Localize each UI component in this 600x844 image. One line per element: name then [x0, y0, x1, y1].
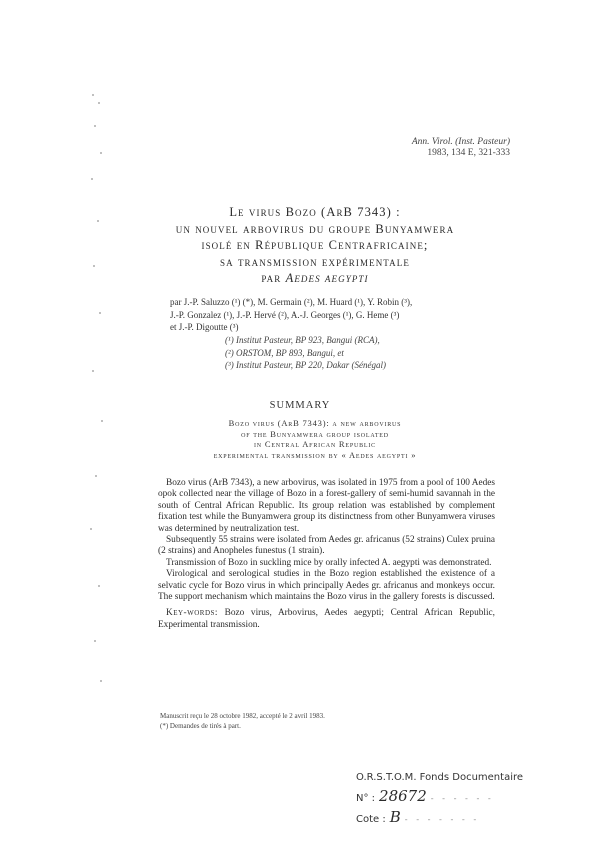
stamp-cote-label: Cote : [356, 814, 386, 825]
stamp-number-row [356, 787, 536, 808]
stamp-number-value: 28672 [379, 787, 427, 805]
archive-stamp [356, 768, 536, 829]
footnote-received: Manuscrit reçu le 28 octobre 1982, accepté le 2 avril 1983. [160, 712, 325, 720]
article-title [140, 204, 490, 287]
summary-subtitle-line: in Central African Republic [254, 439, 376, 449]
author-line: et J.-P. Digoutte (³) [170, 322, 239, 332]
title-prefix: par [261, 271, 282, 285]
stamp-dashes: - - - - - - [430, 794, 494, 803]
summary-paragraph: Bozo virus (ArB 7343), a new arbovirus, was isolated in 1975 from a pool of 100 Aedes opok collected near the village of Bozo in a forest-gallery of semi-humid savannah in the south of Central African Republic. Its group relation was established by complement fixation test while the Bunyamwera group its distinctness from other Bunyamwera viruses was determined by neutralization test. [158, 478, 495, 534]
stamp-org: O.R.S.T.O.M. Fonds Documentaire [356, 772, 524, 783]
summary-subtitle-line: Bozo virus (ArB 7343): a new arbovirus [228, 418, 402, 428]
citation-journal: Ann. Virol. (Inst. Pasteur) [411, 137, 510, 147]
stamp-dashes: - - - - - - - [404, 815, 480, 824]
summary-paragraph: Virological and serological studies in the Bozo region established the existence of a selvatic cycle for Bozo virus in which principally Aedes gr. africanus and monkeys occur. The support mechanism which maintains the Bozo virus in the gallery forests is discussed. [158, 569, 495, 603]
keywords-label: Key-words: [166, 608, 219, 619]
title-line: un nouvel arbovirus du groupe Bunyamwera [175, 221, 455, 236]
journal-citation [412, 137, 510, 159]
stamp-cote-value: B [389, 808, 401, 826]
summary-subtitle-line: of the Bunyamwera group isolated [241, 428, 389, 439]
summary-paragraph: Subsequently 55 strains were isolated from Aedes gr. africanus (52 strains) Culex pruina (2 strains) and Anopheles funestus (1 strain). [158, 535, 495, 557]
summary-subtitle [170, 418, 460, 460]
title-line: isolé en République Centrafricaine; [201, 238, 429, 252]
affiliation-line: (²) ORSTOM, BP 893, Bangui, et [225, 347, 344, 358]
summary-paragraph: Transmission of Bozo in suckling mice by orally infected A. aegypti was demonstrated. [166, 557, 492, 568]
keywords-paragraph [158, 608, 495, 631]
footnotes [160, 711, 460, 731]
author-line: par J.-P. Saluzzo (¹) (*), M. Germain (²), M. Huard (¹), Y. Robin (³), [170, 297, 413, 307]
affiliation-line: (³) Institut Pasteur, BP 220, Dakar (Sénégal) [225, 360, 387, 370]
author-list [170, 296, 490, 334]
title-line [140, 270, 490, 287]
stamp-header [356, 768, 536, 787]
footnote-reprints: (*) Demandes de tirés à part. [160, 722, 241, 730]
citation-volume: 1983, 134 E, 321-333 [427, 148, 510, 158]
title-line: sa transmission expérimentale [220, 254, 410, 269]
title-line: Le virus Bozo (ArB 7343) : [229, 205, 401, 219]
stamp-number-label: N° : [356, 793, 376, 804]
affiliation-line: (¹) Institut Pasteur, BP 923, Bangui (RCA), [225, 335, 380, 345]
keywords-text: Bozo virus, Arbovirus, Aedes aegypti; Central African Republic, Experimental transmission. [158, 608, 495, 630]
scan-specks [88, 80, 108, 700]
affiliation-list [225, 334, 505, 372]
summary-subtitle-line: experimental transmission by « Aedes aegypti » [213, 449, 417, 460]
author-line: J.-P. Gonzalez (¹), J.-P. Hervé (²), A.-J. Georges (¹), G. Heme (³) [170, 309, 400, 320]
title-species: Aedes aegypti [285, 271, 369, 285]
stamp-cote-row [356, 808, 536, 829]
summary-body [158, 478, 495, 631]
summary-heading: SUMMARY [269, 400, 331, 411]
